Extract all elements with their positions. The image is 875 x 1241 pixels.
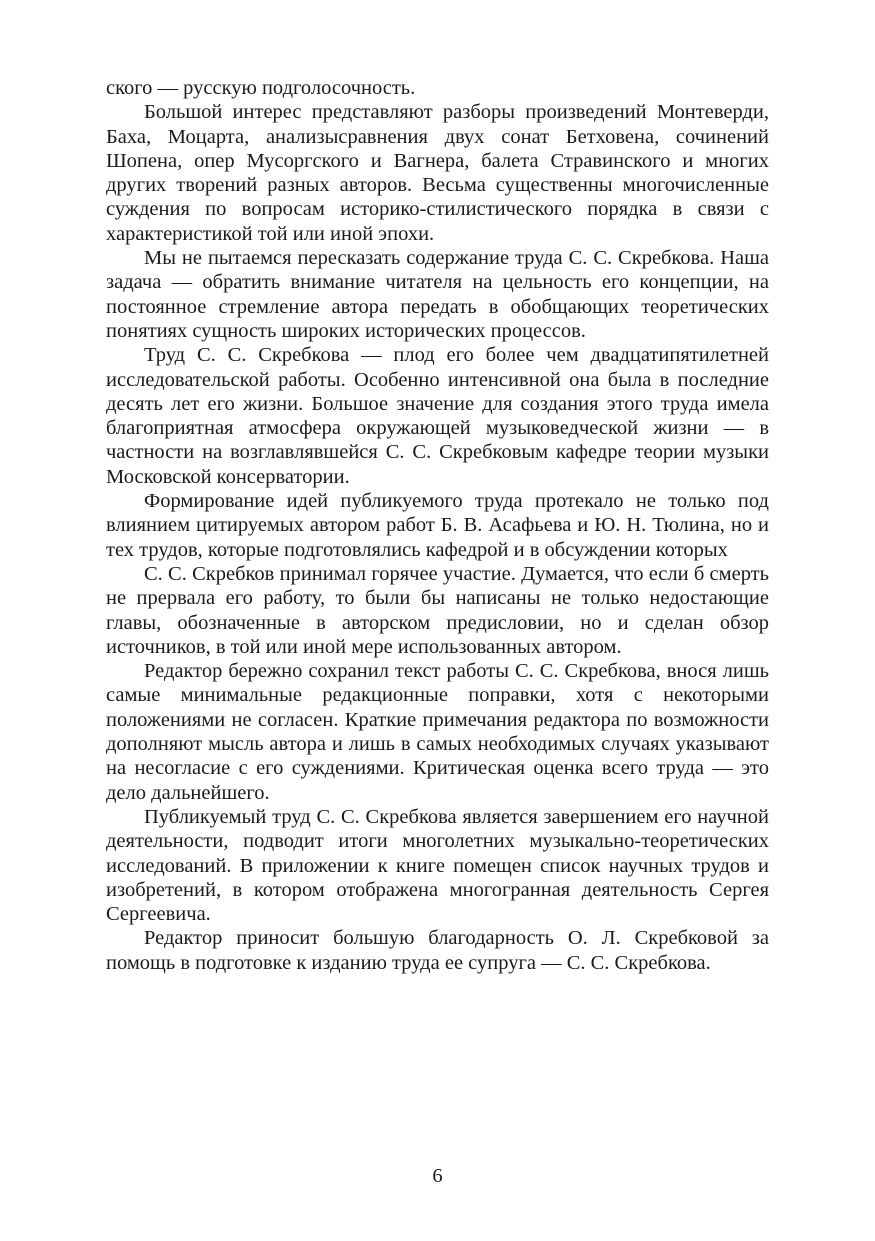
page-number: 6	[432, 1165, 443, 1187]
paragraph: Редактор бережно сохранил текст работы С. С. Скребкова, внося лишь самые минимальные редакционные поправки, хотя с некоторыми положениями не согласен. Краткие примечания редактора по возможности дополняют мысль автора и лишь в самых необходимых случаях указывают на несогласие с его суждениями. Критическая оценка всего труда — это дело дальнейшего.	[106, 660, 769, 804]
paragraph-continuation: ского — русскую подголосочность.	[106, 77, 416, 99]
paragraph: Редактор приносит большую благодарность О. Л. Скребковой за помощь в подготовке к изданию труда ее супруга — С. С. Скребкова.	[106, 927, 769, 974]
paragraph: Труд С. С. Скребкова — плод его более чем двадцатипятилетней исследовательской работы. Особенно интенсивной она была в последние десять лет его жизни. Большое значение для создания этого труда имела благоприятная атмосфера окружающей музыковедческой жизни — в частности на возглавлявшейся С. С. Скребковым кафедре теории музыки Московской консерватории.	[106, 344, 769, 488]
page-body	[106, 76, 769, 975]
paragraph: Мы не пытаемся пересказать содержание труда С. С. Скребкова. Наша задача — обратить внимание читателя на цельность его концепции, на постоянное стремление автора передать в обобщающих теоретических понятиях сущность широких исторических процессов.	[106, 247, 769, 342]
paragraph: С. С. Скребков принимал горячее участие. Думается, что если б смерть не прервала его работу, то были бы написаны не только недостающие главы, обозначенные в авторском предисловии, но и сделан обзор источников, в той или иной мере использованных автором.	[106, 562, 769, 658]
paragraph: Публикуемый труд С. С. Скребкова является завершением его научной деятельности, подводит итоги многолетних музыкально-теоретических исследований. В приложении к книге помещен список научных трудов и изобретений, в котором отображена многогранная деятельность Сергея Сергеевича.	[106, 805, 769, 926]
paragraph: Формирование идей публикуемого труда протекало не только под влиянием цитируемых автором работ Б. В. Асафьева и Ю. Н. Тюлина, но и тех трудов, которые подготовлялись кафедрой и в обсуждении которых	[106, 490, 769, 561]
paragraph: Большой интерес представляют разборы произведений Монтеверди, Баха, Моцарта, анализысравнения двух сонат Бетховена, сочинений Шопена, опер Мусоргского и Вагнера, балета Стравинского и многих других творений разных авторов. Весьма существенны многочисленные суждения по вопросам историко-стилистического порядка в связи с характеристикой той или иной эпохи.	[106, 101, 769, 245]
